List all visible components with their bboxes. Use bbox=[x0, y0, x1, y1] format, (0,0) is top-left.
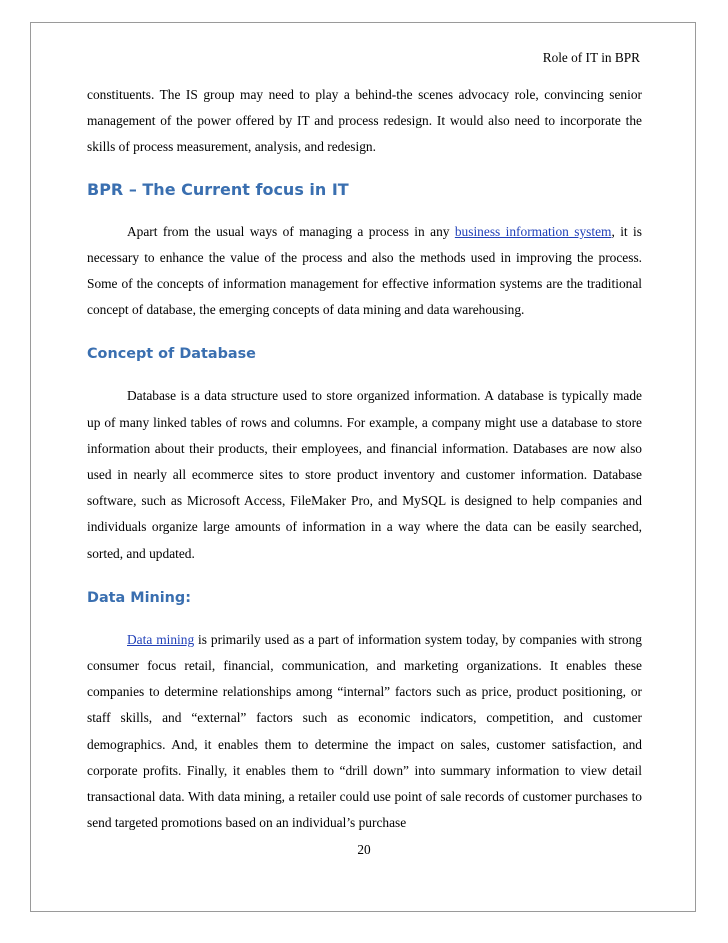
page-content bbox=[87, 82, 642, 836]
data-mining-paragraph bbox=[87, 627, 642, 837]
heading-data-mining: Data Mining: bbox=[87, 589, 191, 606]
database-paragraph: Database is a data structure used to store organized information. A database is typically made up of many linked tables of rows and columns. For example, a company might use a database to store information about their products, their employees, and financial information. Databases are now also used in nearly all ecommerce sites to store product inventory and customer information. Database software, such as Microsoft Access, FileMaker Pro, and MySQL is designed to help companies and individuals organize large amounts of information in a way where the data can be easily searched, sorted, and updated. bbox=[87, 388, 642, 561]
heading-concept-of-database: Concept of Database bbox=[87, 346, 256, 363]
bpr-text-before-link: Apart from the usual ways of managing a process in any bbox=[127, 223, 455, 239]
data-mining-link[interactable]: Data mining bbox=[127, 631, 195, 647]
bpr-paragraph bbox=[87, 219, 642, 324]
data-mining-text: is primarily used as a part of information system today, by companies with strong consumer focus retail, financial, communication, and marketing organizations. It enables these companies to determine relationships among “internal” factors such as price, product positioning, or staff skills, and “external” factors such as economic indicators, competition, and customer demographics. And, it enables them to determine the impact on sales, customer satisfaction, and corporate profits. Finally, it enables them to “drill down” into summary information to view detail transactional data. With data mining, a retailer could use point of sale records of customer purchases to send targeted promotions based on an individual’s purchase bbox=[87, 631, 642, 831]
bpr-text-after-link: , it is necessary to enhance the value of the process and also the methods used in improving the process. Some of the concepts of information management for effective information systems are the traditional concept of database, the emerging concepts of data mining and data warehousing. bbox=[87, 223, 642, 318]
intro-paragraph: constituents. The IS group may need to play a behind-the scenes advocacy role, convincing senior management of the power offered by IT and process redesign. It would also need to incorporate the skills of process measurement, analysis, and redesign. bbox=[87, 87, 642, 155]
running-header: Role of IT in BPR bbox=[542, 50, 640, 65]
heading-bpr-current-focus: BPR – The Current focus in IT bbox=[87, 179, 349, 199]
page-number: 20 bbox=[357, 842, 371, 857]
business-information-system-link[interactable]: business information system bbox=[454, 223, 612, 239]
